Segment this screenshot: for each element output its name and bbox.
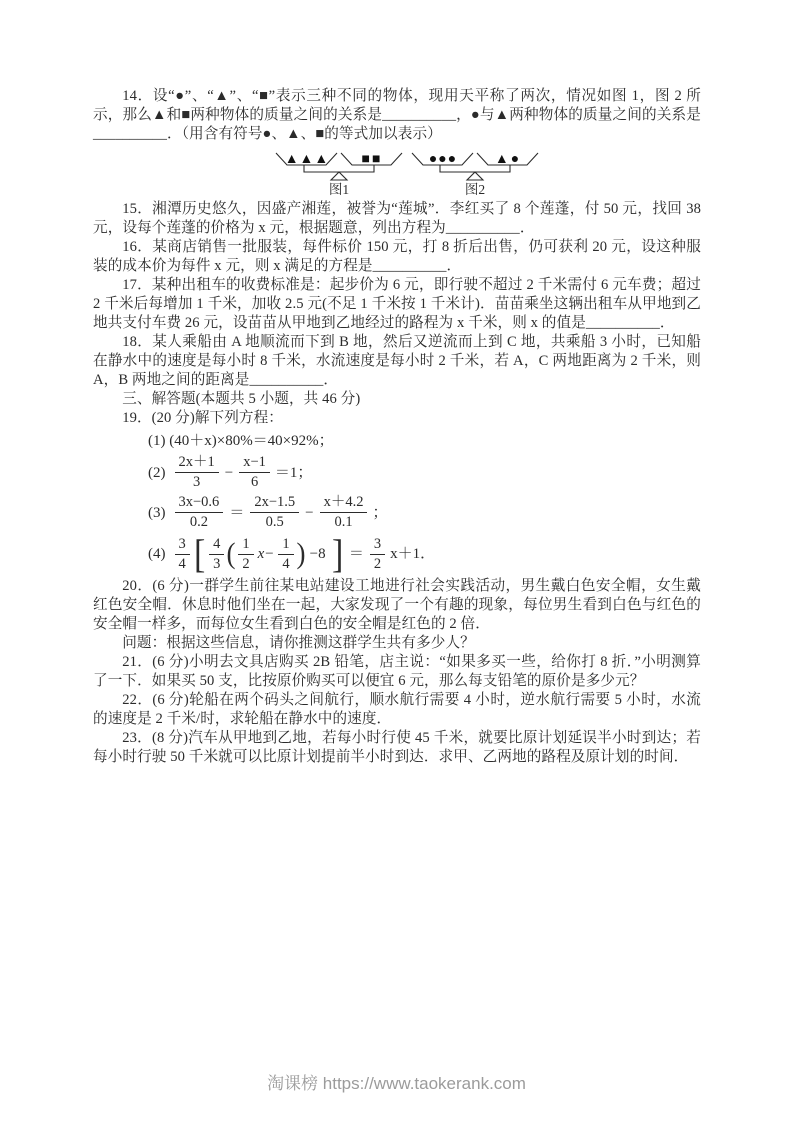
equation-2-rhs: ＝1； <box>274 464 313 481</box>
equation-4 <box>148 531 701 576</box>
figure2-right-pan-shapes: ▲● <box>494 152 522 167</box>
question-20: 20．(6 分)一群学生前往某电站建设工地进行社会实践活动，男生戴白色安全帽，女生戴红色安全帽．休息时他们坐在一起，大家发现了一个有趣的现象，每位男生看到白色与红色的安全帽一样多，而每位女生看到白色的安全帽是红色的 2 倍． <box>93 578 701 632</box>
question-16: 16．某商店销售一批服装，每件标价 150 元，打 8 折后出售，仍可获利 20 元，设这种服装的成本价为每件 x 元，则 x 满足的方程是__________． <box>93 239 701 274</box>
fraction: $\frac{2x-1.5}{0.5}$ <box>250 494 299 531</box>
footer <box>0 1069 793 1094</box>
figure1-left-pan-shapes: ▲▲▲ <box>284 152 330 167</box>
equation-1 <box>148 431 701 451</box>
fraction: $\frac{3}{4}$ <box>175 536 190 573</box>
minus-operator: − <box>224 464 234 481</box>
section-3-heading: 三、解答题(本题共 5 小题，共 46 分) <box>122 391 361 407</box>
minus-8-term: −8 <box>309 546 326 562</box>
exam-document <box>93 87 701 767</box>
balance-scale-1-diagram <box>273 149 405 181</box>
fulcrum-triangle <box>331 172 347 180</box>
equation-1-text: (1) (40＋x)×80%＝40×92%； <box>148 433 334 449</box>
figure-1-caption: 图1 <box>328 182 350 197</box>
balance-scale-2-diagram <box>409 149 541 181</box>
question-18: 18．某人乘船由 A 地顺流而下到 B 地，然后又逆流而上到 C 地，共乘船 3 小时，已知船在静水中的速度是每小时 8 千米，水流速度是每小时 2 千米，若 A，C 两地距离为 2 千米，则 A，B 两地之间的距离是__________． <box>93 334 701 388</box>
equation-3-label: (3) <box>148 504 166 521</box>
minus-operator: − <box>305 504 314 521</box>
fraction: $\frac{2x+1}{3}$ <box>175 454 219 491</box>
fraction: $\frac{3}{2}$ <box>370 536 385 573</box>
fraction: $\frac{1}{4}$ <box>278 536 293 573</box>
equals-operator: ＝ <box>229 504 245 521</box>
question-15: 15．湘潭历史悠久，因盛产湘莲，被誉为“莲城”．李红买了 8 个莲蓬，付 50 元，找回 38 元，设每个莲蓬的价格为 x 元，根据题意，列出方程为__________． <box>93 201 701 236</box>
balance-figures <box>273 149 701 198</box>
question-22: 22．(6 分)轮船在两个码头之间航行，顺水航行需要 4 小时，逆水航行需要 5 小时，水流的速度是 2 千米/时，求轮船在静水中的速度． <box>93 692 701 727</box>
left-square-bracket: [ <box>193 531 206 576</box>
question-20-problem: 问题：根据这些信息，请你推测这群学生共有多少人？ <box>122 635 475 651</box>
fraction: $\frac{1}{2}$ <box>238 536 253 573</box>
left-parenthesis: ( <box>226 537 236 570</box>
equation-3 <box>148 494 701 531</box>
equation-2 <box>148 454 701 491</box>
equals-operator: ＝ <box>348 546 364 562</box>
equation-3-tail: ； <box>372 504 388 521</box>
balance-figure-1 <box>273 149 405 198</box>
equation-4-tail: x＋1． <box>390 546 436 562</box>
footer-watermark-text: 淘课榜 https://www.taokerank.com <box>267 1074 526 1093</box>
question-21: 21．(6 分)小明去文具店购买 2B 铅笔，店主说：“如果多买一些，给你打 8 折．”小明测算了一下．如果买 50 支，比按原价购买可以便宜 6 元，那么每支铅笔的原价是多少元？ <box>93 654 701 689</box>
fulcrum-triangle <box>467 172 483 180</box>
question-19-heading: 19．(20 分)解下列方程： <box>122 410 283 426</box>
figure2-left-pan-shapes: ●●● <box>428 152 458 167</box>
figure1-right-pan-shapes: ■■ <box>361 152 383 167</box>
question-23: 23．(8 分)汽车从甲地到乙地，若每小时行使 45 千米，就要比原计划延误半小时到达；若每小时行驶 50 千米就可以比原计划提前半小时到达．求甲、乙两地的路程及原计划的时间． <box>93 730 701 765</box>
equation-4-label: (4) <box>148 546 166 562</box>
fraction: $\frac{x-1}{6}$ <box>239 454 270 491</box>
fraction: $\frac{3x-0.6}{0.2}$ <box>175 494 224 531</box>
question-17: 17．某种出租车的收费标准是：起步价为 6 元，即行驶不超过 2 千米需付 6 元车费；超过 2 千米后每增加 1 千米，加收 2.5 元(不足 1 千米按 1 千米计)．苗苗乘坐这辆出租车从甲地到乙地共支付车费 26 元，设苗苗从甲地到乙地经过的路程为 x 千米，则 x 的值是__________． <box>93 277 701 331</box>
balance-figure-2 <box>409 149 541 198</box>
fraction: $\frac{4}{3}$ <box>209 536 224 573</box>
equation-2-label: (2) <box>148 464 166 481</box>
figure-2-caption: 图2 <box>464 182 486 197</box>
equation-4-mid-term: x− <box>257 546 275 562</box>
right-square-bracket: ] <box>331 531 343 576</box>
question-14: 14．设“●”、“▲”、“■”表示三种不同的物体，现用天平称了两次，情况如图 1，图 2 所示，那么▲和■两种物体的质量之间的关系是__________，●与▲两种物体的质量之间的关系是__________．（用含有符号●、▲、■的等式加以表示） <box>93 88 701 142</box>
right-parenthesis: ) <box>296 537 306 570</box>
fraction: $\frac{x+4.2}{0.1}$ <box>320 494 368 531</box>
